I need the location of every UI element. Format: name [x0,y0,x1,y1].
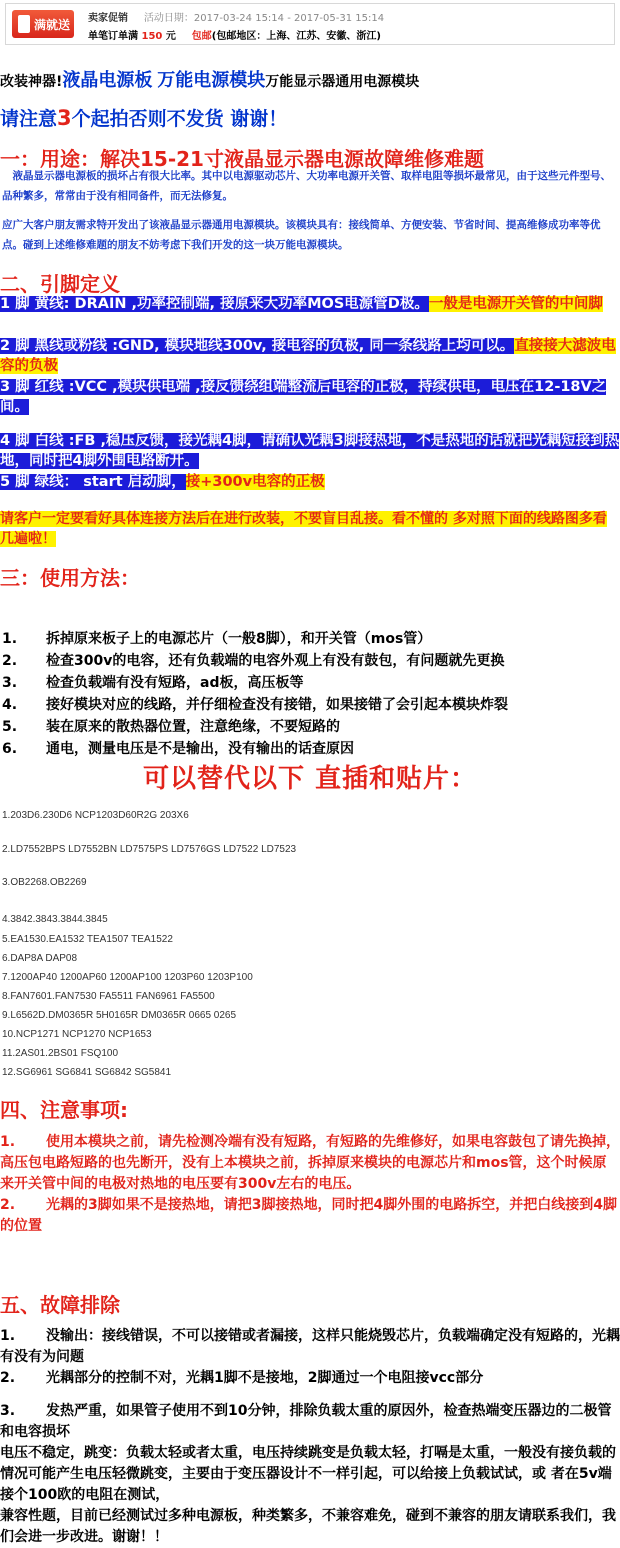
usage-paragraph-1: 液晶显示器电源板的损坏占有很大比率。其中以电源驱动芯片、大功率电源开关管、取样电阻等损坏最常见，由于这些元件型号、品种繁多，常常由于没有相同备件，而无法修复。 [2,170,611,202]
promotion-banner [5,3,615,45]
notice-number: 3 [57,106,72,130]
list-item: 4. 接好模块对应的线路，并仔细检查没有接错，如果接错了会引起本模块炸裂 [2,697,508,713]
promo-date-label: 活动日期： [143,13,194,24]
product-name-1: 液晶电源板 [62,70,153,91]
promo-badge [12,10,74,38]
wiring-warning [0,509,620,549]
replacement-title: 可以替代以下 直插和贴片： [142,764,478,794]
list-item: 8.FAN7601.FAN7530 FA5511 FAN6961 FA5500 [2,991,215,1002]
order-notice [0,104,620,131]
pin-1-highlight: 一般是电源开关管的中间脚 [428,296,603,312]
product-title [0,66,620,92]
list-item: 7.1200AP40 1200AP60 1200AP100 1203P60 1203P100 [2,972,253,983]
troubleshoot-voltage: 电压不稳定，跳变：负载太轻或者太重，电压持续跳变是负载太轻，打嗝是太重，一般没有接负载的情况可能产生电压轻微跳变，主要由于变压器设计不一样引起，可以给接上负载试试，或 者在5v端接个100欧的电阻在测试， [0,1445,616,1503]
notes-list [0,1132,620,1237]
pin-3-text: 3 脚 红线 :VCC ,模块供电端 ,接反馈绕组端整流后电容的正极，持续供电，电压在12-18V之间。 [0,379,607,415]
pin-5-text: 5 脚 绿线： start 启动脚， [0,474,186,490]
promo-regions: (包邮地区：上海、江苏、安徽、浙江) [211,31,381,42]
gift-icon [18,15,30,33]
list-item: 4.3842.3843.3844.3845 [2,914,108,925]
promo-date-range: 2017-03-24 15:14 - 2017-05-31 15:14 [193,13,385,24]
pin-4-text: 4 脚 白线 :FB ,稳压反馈，接光耦4脚，请确认光耦3脚接热地，不是热地的话就把光耦短接到热地，同时把4脚外围电路断开。 [0,433,620,469]
section-pins-title: 二、引脚定义 [0,272,120,296]
list-item: 1.203D6.230D6 NCP1203D60R2G 203X6 [2,810,189,821]
product-suffix: 万能显示器通用电源模块 [265,74,420,90]
list-item: 6. 通电，测量电压是不是输出，没有输出的话查原因 [2,741,354,757]
pin-4-definition [0,431,620,471]
usage-paragraph-2: 应广大客户朋友需求特开发出了该液晶显示器通用电源模块。该模块具有：接线简单、方便安装、节省时间、提高维修成功率等优点。碰到上述维修难题的朋友不妨考虑下我们开发的这一块万能电源模块。 [2,219,601,251]
notice-pre: 请注意 [0,108,58,130]
promo-line-2 [88,27,381,42]
promo-line-1 [88,9,384,24]
list-item: 2.LD7552BPS LD7552BN LD7575PS LD7576GS LD7522 LD7523 [2,844,297,855]
list-item: 5.EA1530.EA1532 TEA1507 TEA1522 [2,934,173,945]
pin-2-highlight: 直接接大滤波电容的负极 [0,338,616,374]
list-item: 2. 光耦部分的控制不对，光耦1脚不是接地，2脚通过一个电阻接vcc部分 [0,1370,484,1386]
pin-2-text: 2 脚 黑线或粉线 :GND, 模块地线300v, 接电容的负极, 同一条线路上均可以。 [0,338,515,354]
list-item: 10.NCP1271 NCP1270 NCP1653 [2,1029,152,1040]
product-prefix: 改装神器! [0,74,63,90]
troubleshoot-list [0,1326,620,1548]
list-item: 9.L6562D.DM0365R 5H0165R DM0365R 0665 0265 [2,1010,237,1021]
pin-1-text: 1 脚 黄线: DRAIN ,功率控制端, 接原来大功率MOS电源管D极。 [0,296,429,312]
pin-2-definition [0,336,620,376]
list-item: 1. 拆掉原来板子上的电源芯片（一般8脚），和开关管（mos管） [2,631,432,647]
list-item: 11.2AS01.2BS01 FSQ100 [2,1048,119,1059]
wiring-warning-text: 请客户一定要看好具体连接方法后在进行改装，不要盲目乱接。看不懂的 多对照下面的线路图多看几遍啦！ [0,511,607,547]
pin-1-definition [0,294,620,314]
pin-5-highlight: 接+300v电容的正极 [185,474,325,490]
list-item: 1. 使用本模块之前，请先检测冷端有没有短路，有短路的先维修好，如果电容鼓包了请先换掉，高压包电路短路的也先断开，没有上本模块之前，拆掉原来模块的电源芯片和mos管，这个时候原来开关管中间的电极对热地的电压要有300v左右的电压。 [0,1134,620,1192]
list-item: 5. 装在原来的散热器位置，注意绝缘，不要短路的 [2,719,340,735]
promo-badge-label: 满就送 [34,18,71,32]
section-troubleshoot-title: 五、故障排除 [0,1293,120,1317]
list-item: 2. 检查300v的电容，还有负载端的电容外观上有没有鼓包，有问题就先更换 [2,653,505,669]
section-notes-title: 四、注意事项: [0,1098,128,1122]
pin-5-definition [0,472,620,492]
notice-post: 个起拍否则不发货 谢谢！ [71,108,288,130]
list-item: 12.SG6961 SG6841 SG6842 SG5841 [2,1067,172,1078]
section-method-title: 三：使用方法： [0,566,140,590]
promo-unit: 元 [162,31,176,42]
list-item: 1. 没输出：接线错误，不可以接错或者漏接，这样只能烧毁芯片，负载端确定没有短路的，光耦有没有为问题 [0,1328,620,1365]
list-item: 3.OB2268.OB2269 [2,877,87,888]
list-item: 3. 检查负载端有没有短路，ad板，高压板等 [2,675,304,691]
troubleshoot-compatibility: 兼容性题，目前已经测试过多种电源板，种类繁多，不兼容难免，碰到不兼容的朋友请联系我们，我们会进一步改进。谢谢！！ [0,1508,616,1545]
promo-condition: 单笔订单满 [88,31,142,42]
promo-amount: 150 [141,31,163,42]
promo-tag: 卖家促销 [88,13,128,24]
section-usage-title: 一：用途：解决15-21寸液晶显示器电源故障维修难题 [0,147,484,171]
promo-free-shipping: 包邮 [191,31,212,42]
method-steps [0,628,620,760]
list-item: 2. 光耦的3脚如果不是接热地，请把3脚接热地，同时把4脚外围的电路拆空，并把白线接到4脚的位置 [0,1197,617,1234]
product-name-2: 万能电源模块 [157,70,266,91]
pin-3-definition [0,377,620,417]
list-item: 6.DAP8A DAP08 [2,953,78,964]
list-item: 3. 发热严重，如果管子使用不到10分钟，排除负载太重的原因外，检查热端变压器边的二极管和电容损坏 [0,1403,612,1440]
